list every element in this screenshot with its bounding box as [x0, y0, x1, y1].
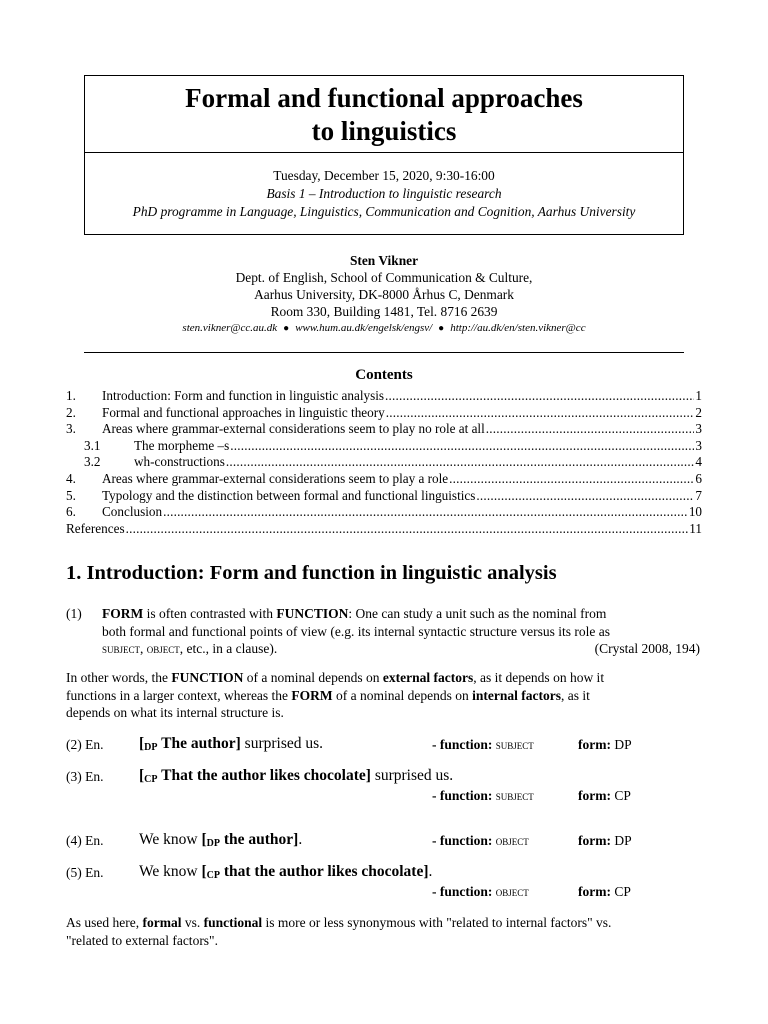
toc-label: Areas where grammar-external considerations seem to play no role at all [102, 421, 485, 437]
title-line-2: to linguistics [311, 116, 457, 146]
toc-leader-dots [385, 388, 694, 405]
toc-number: 1. [66, 388, 76, 403]
toc-number: 4. [66, 470, 76, 486]
function-value: object [495, 833, 529, 848]
toc-page-number: 6 [695, 470, 702, 486]
term-form: FORM [291, 687, 333, 703]
term-external-factors: external factors [382, 670, 474, 685]
horizontal-rule [84, 352, 684, 353]
paragraph-text: functions in a larger context, whereas the [66, 687, 292, 703]
bullet-separator-1: ● [283, 323, 290, 334]
sentence-rest: . [428, 863, 433, 880]
term-object: object [146, 641, 180, 656]
title-divider [85, 152, 683, 153]
example-1-text-part: : One can study a unit such as the nominal from [348, 606, 607, 621]
example-1 [66, 605, 706, 658]
form-label: form: [578, 833, 611, 848]
function-value: object [495, 884, 529, 899]
toc-label: Typology and the distinction between formal and functional linguistics [102, 487, 476, 503]
function-label: - function: [432, 833, 493, 848]
paragraph-text: of a nominal depends on [243, 670, 383, 685]
category-label: CP [206, 870, 220, 881]
function-value: subject [495, 737, 534, 752]
term-function: FUNCTION [171, 670, 244, 685]
sentence-rest: surprised us. [370, 767, 454, 784]
author-block [84, 252, 684, 337]
paragraph-text: depends on what its internal structure is. [66, 705, 284, 720]
form-value: DP [614, 833, 632, 848]
toc-leader-dots [486, 421, 695, 438]
toc-label: Formal and functional approaches in linguistic theory [102, 404, 385, 420]
toc-leader-dots [163, 504, 688, 521]
paragraph-text: "related to external factors". [66, 932, 218, 948]
bracket: [ [201, 863, 207, 880]
form-label: form: [578, 884, 611, 899]
paragraph-text: vs. [181, 915, 204, 930]
toc-page-number: 1 [695, 388, 702, 403]
toc-page-number: 11 [689, 520, 702, 536]
example-2 [66, 735, 706, 755]
toc-page-number: 10 [688, 504, 702, 520]
title-line-1: Formal and functional approaches [185, 83, 583, 113]
title-box [84, 75, 684, 235]
citation: (Crystal 2008, 194) [594, 641, 700, 656]
bracket: [ [201, 831, 207, 848]
toc-leader-dots [449, 471, 694, 488]
author-name: Sten Vikner [349, 253, 419, 268]
sentence-start: We know [139, 863, 202, 880]
sentence-rest: . [298, 831, 303, 848]
example-1-text [102, 605, 700, 658]
bracket: [ [139, 767, 145, 784]
form-value: CP [614, 884, 631, 899]
category-label: CP [144, 774, 158, 785]
toc-label: References [66, 520, 125, 536]
programme-name: PhD programme in Language, Linguistics, Communication and Cognition, Aarhus University [132, 204, 636, 219]
example-4 [66, 831, 706, 851]
example-sentence [139, 831, 302, 849]
form-value: CP [614, 788, 631, 803]
category-label: DP [144, 742, 158, 753]
author-contacts [84, 320, 684, 337]
author-room: Room 330, Building 1481, Tel. 8716 2639 [270, 304, 498, 319]
event-date: Tuesday, December 15, 2020, 9:30-16:00 [273, 168, 495, 183]
paragraph-text: is more or less synonymous with "related to internal factors" vs. [262, 915, 612, 930]
paragraph-text: In other words, the [66, 670, 172, 685]
toc-leader-dots [476, 488, 694, 505]
toc-page-number: 7 [695, 487, 702, 503]
course-name: Basis 1 – Introduction to linguistic research [266, 186, 502, 201]
form-label: form: [578, 788, 611, 803]
toc-number: 6. [66, 504, 76, 520]
toc-number: 3. [66, 421, 76, 437]
example-sentence [139, 767, 453, 785]
toc-page-number: 3 [695, 421, 702, 437]
toc-number: 2. [66, 404, 76, 420]
term-form: FORM [102, 606, 144, 621]
term-function: FUNCTION [276, 606, 349, 621]
example-number: (5) En. [66, 865, 104, 880]
author-address: Aarhus University, DK-8000 Århus C, Denmark [254, 287, 514, 302]
toc-page-number: 3 [695, 437, 702, 453]
form-value: DP [614, 737, 632, 752]
paragraph-text: , as it depends on how it [473, 670, 605, 685]
toc-entry[interactable] [66, 521, 702, 538]
example-number: (3) En. [66, 769, 104, 784]
toc-label: wh-constructions [134, 454, 225, 470]
author-email-link[interactable]: sten.vikner@cc.au.dk [182, 322, 278, 334]
paragraph-1 [66, 669, 706, 722]
paragraph-text: , as it [561, 687, 590, 703]
paragraph-2 [66, 914, 706, 949]
toc-number: 3.1 [84, 437, 101, 453]
bullet-separator-2: ● [438, 323, 445, 334]
title-info [85, 167, 683, 221]
function-label: - function: [432, 884, 493, 899]
toc-label: Introduction: Form and function in linguistic analysis [102, 388, 385, 403]
toc-leader-dots [230, 438, 694, 455]
toc-entry[interactable] [66, 405, 702, 422]
toc-page-number: 4 [695, 454, 702, 470]
toc-number: 3.2 [84, 454, 101, 470]
bracketed-phrase: The author] [157, 735, 241, 752]
example-number: (2) En. [66, 737, 104, 752]
author-web-link-2[interactable]: http://au.dk/en/sten.vikner@cc [450, 322, 586, 334]
example-3 [66, 767, 706, 807]
table-of-contents [66, 388, 702, 537]
term-functional: functional [203, 915, 263, 930]
bracket: [ [139, 735, 145, 752]
example-number: (1) [66, 606, 82, 621]
example-1-line-2: both formal and functional points of view (e.g. its internal syntactic structure versus its role as [102, 623, 610, 639]
example-sentence [139, 863, 432, 881]
contents-heading: Contents [355, 367, 413, 383]
bracketed-phrase: the author] [219, 831, 299, 848]
section-heading: 1. Introduction: Form and function in linguistic analysis [66, 562, 557, 584]
form-label: form: [578, 737, 611, 752]
toc-label: The morpheme –s [134, 437, 230, 453]
example-1-text-part: is often contrasted with [143, 606, 277, 621]
toc-leader-dots [126, 521, 689, 538]
toc-leader-dots [226, 454, 695, 471]
toc-entry[interactable] [66, 488, 702, 505]
term-formal: formal [142, 915, 182, 930]
term-subject: subject [102, 641, 141, 656]
example-1-text-part: , [140, 641, 147, 656]
example-1-text-part: , etc., in a clause). [179, 641, 278, 656]
toc-entry[interactable] [66, 438, 702, 455]
toc-entry[interactable] [66, 504, 702, 521]
toc-entry[interactable] [66, 421, 702, 438]
document-title [85, 82, 683, 148]
sentence-start: We know [139, 831, 202, 848]
category-label: DP [206, 838, 220, 849]
bracketed-phrase: That the author likes chocolate] [157, 767, 371, 784]
function-label: - function: [432, 788, 493, 803]
toc-page-number: 2 [695, 404, 702, 420]
sentence-rest: surprised us. [240, 735, 324, 752]
author-web-link-1[interactable]: www.hum.au.dk/engelsk/engsv/ [295, 322, 433, 334]
toc-entry[interactable] [66, 471, 702, 488]
toc-number: 5. [66, 487, 76, 503]
toc-label: Areas where grammar-external considerations seem to play a role [102, 470, 449, 486]
example-5 [66, 863, 706, 903]
toc-label: Conclusion [102, 504, 163, 520]
example-number: (4) En. [66, 833, 104, 848]
function-label: - function: [432, 737, 493, 752]
toc-leader-dots [386, 405, 695, 422]
example-sentence [139, 735, 323, 753]
paragraph-text: of a nominal depends on [332, 687, 473, 703]
function-value: subject [495, 788, 534, 803]
term-internal-factors: internal factors [472, 687, 562, 703]
toc-entry[interactable] [66, 454, 702, 471]
toc-entry[interactable] [66, 388, 702, 405]
author-dept: Dept. of English, School of Communication & Culture, [235, 270, 533, 285]
bracketed-phrase: that the author likes chocolate] [219, 863, 429, 880]
paragraph-text: As used here, [66, 915, 143, 930]
